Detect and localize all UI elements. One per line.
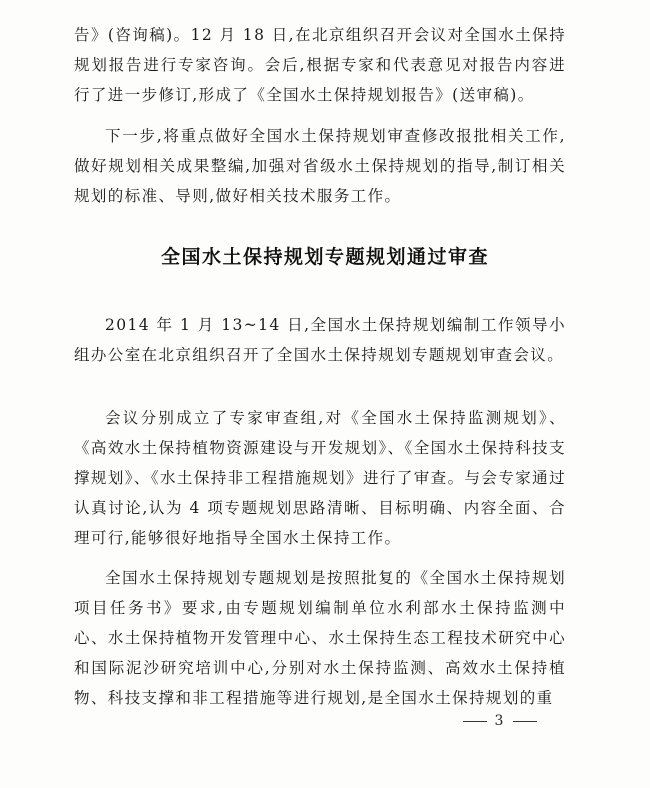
page-number-footer (440, 713, 560, 729)
paragraph-basis: 全国水土保持规划专题规划是按照批复的《全国水土保持规划项目任务书》要求,由专题规划编制单位水利部水土保持监测中心、水土保持植物开发管理中心、水土保持生态工程技术研究中心和国际泥沙研究培训中心,分别对水土保持监测、高效水土保持植物、科技支撑和非工程措施等进行规划,是全国水土保持规划的重 (74, 569, 566, 707)
paragraph-next-step: 下一步,将重点做好全国水土保持规划审查修改报批相关工作,做好规划相关成果整编,加强对省级水土保持规划的指导,制订相关规划的标准、导则,做好相关技术服务工作。 (74, 127, 566, 205)
section-title: 全国水土保持规划专题规划通过审查 (160, 246, 489, 268)
left-dash (463, 721, 487, 722)
page-number: 3 (494, 713, 506, 729)
paragraph-review: 会议分别成立了专家审查组,对《全国水土保持监测规划》、《高效水土保持植物资源建设与开发规划》、《全国水土保持科技支撑规划》、《水土保持非工程措施规划》进行了审查。与会专家通过认真讨论,认为 4 项专题规划思路清晰、目标明确、内容全面、合理可行,能够很好地指导全国水土保持工作。 (74, 409, 566, 547)
paragraph-continued: 告》(咨询稿)。12 月 18 日,在北京组织召开会议对全国水土保持规划报告进行专家咨询。会后,根据专家和代表意见对报告内容进行了进一步修订,形成了《全国水土保持规划报告》(送审稿)。 (74, 26, 566, 104)
right-dash (513, 721, 537, 722)
paragraph-meeting: 2014 年 1 月 13~14 日,全国水土保持规划编制工作领导小组办公室在北京组织召开了全国水土保持规划专题规划审查会议。 (74, 316, 566, 364)
